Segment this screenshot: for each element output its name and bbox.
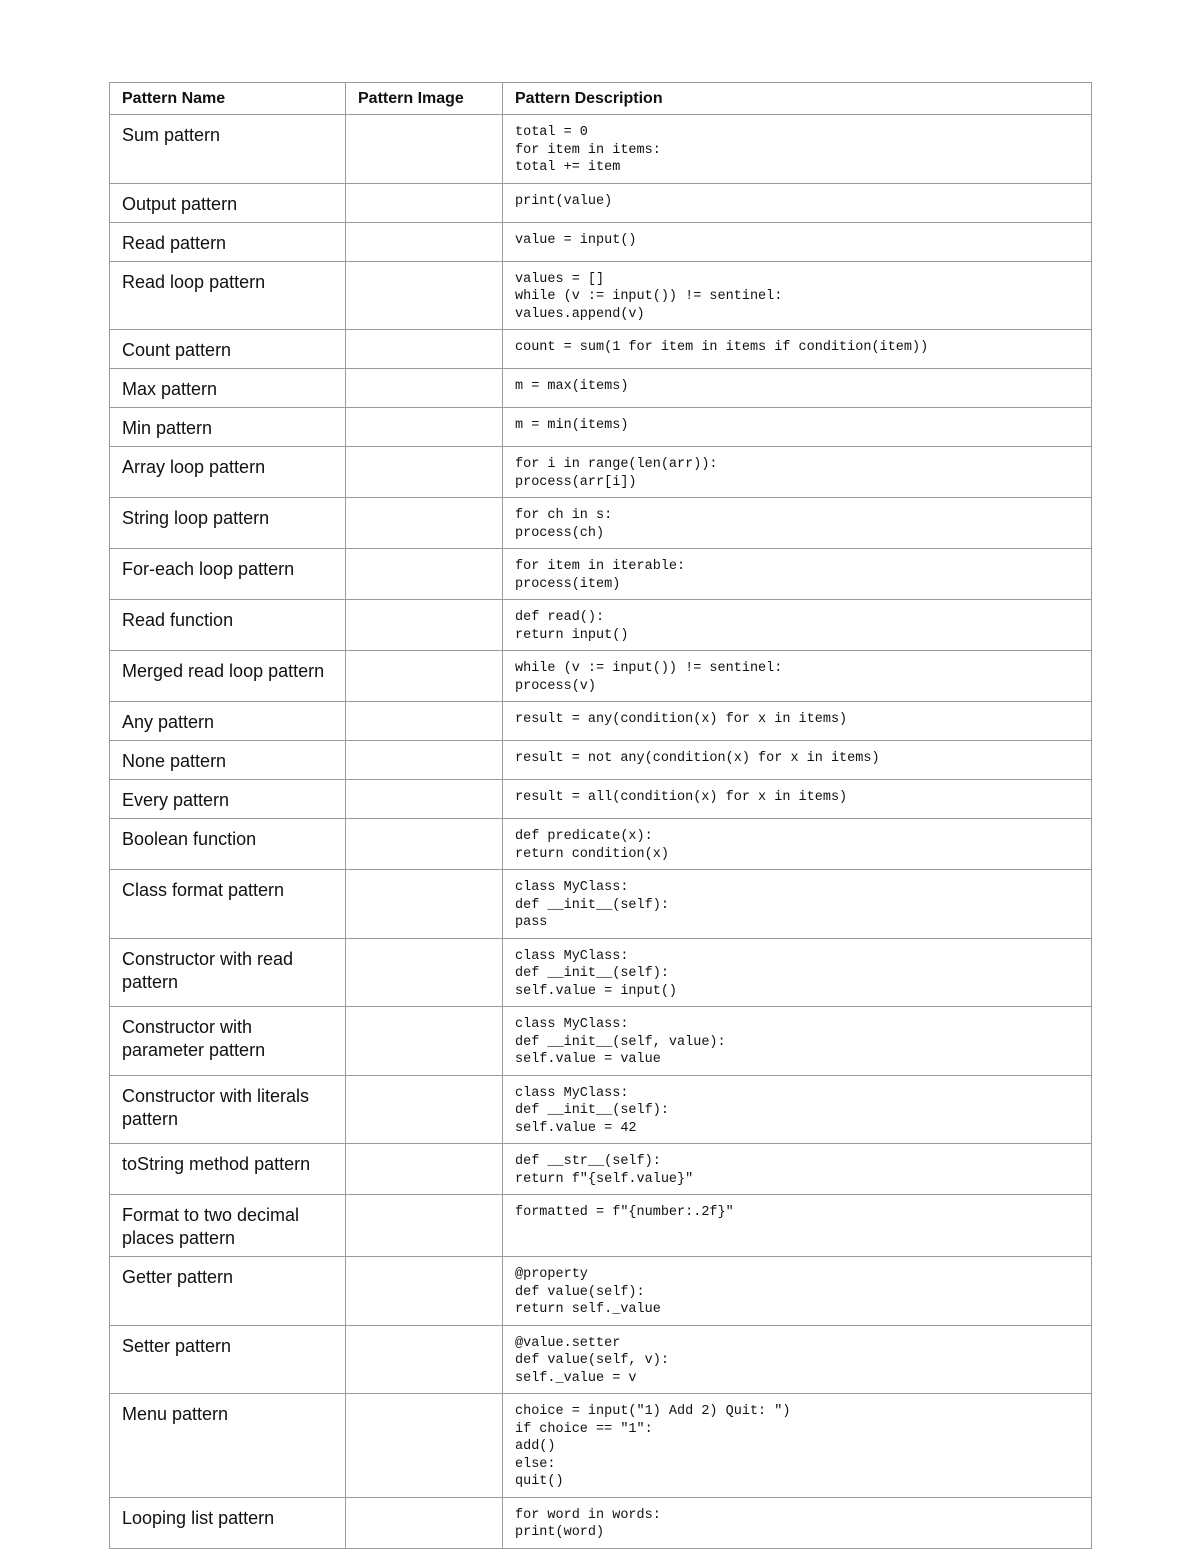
table-body xyxy=(110,115,1092,1549)
code-line: def predicate(x): xyxy=(515,829,653,844)
pattern-description xyxy=(503,115,1092,184)
pattern-name: Count pattern xyxy=(110,330,346,369)
pattern-name: toString method pattern xyxy=(110,1144,346,1195)
code-line: return condition(x) xyxy=(515,846,669,862)
code-line: count = sum(1 for item in items if condition(item)) xyxy=(515,340,929,355)
pattern-image-cell xyxy=(346,1075,503,1144)
code-line: def value(self): xyxy=(515,1284,645,1300)
pattern-image-cell xyxy=(346,780,503,819)
pattern-image-cell xyxy=(346,741,503,780)
pattern-name: Looping list pattern xyxy=(110,1497,346,1548)
pattern-image-cell xyxy=(346,183,503,222)
pattern-description xyxy=(503,222,1092,261)
pattern-name: Constructor with literals pattern xyxy=(110,1075,346,1144)
code-line: result = not any(condition(x) for x in items) xyxy=(515,751,880,766)
code-line: process(ch) xyxy=(515,525,605,541)
code-line: return input() xyxy=(515,627,629,643)
pattern-name: Any pattern xyxy=(110,702,346,741)
pattern-description xyxy=(503,870,1092,939)
table-row xyxy=(110,1195,1092,1257)
code-line: formatted = f"{number:.2f}" xyxy=(515,1205,734,1220)
code-line: @value.setter xyxy=(515,1335,621,1351)
table-row xyxy=(110,447,1092,498)
pattern-image-cell xyxy=(346,498,503,549)
pattern-name: Constructor with read pattern xyxy=(110,938,346,1007)
pattern-name: String loop pattern xyxy=(110,498,346,549)
code-line: values.append(v) xyxy=(515,306,645,322)
code-line: for ch in s: xyxy=(515,508,613,523)
table-row xyxy=(110,1257,1092,1326)
code-line: self.value = value xyxy=(515,1052,661,1067)
code-line: for item in iterable: xyxy=(515,559,686,574)
table-row xyxy=(110,549,1092,600)
table-row xyxy=(110,702,1092,741)
code-line: for i in range(len(arr)): xyxy=(515,457,718,472)
patterns-table xyxy=(109,82,1092,1549)
header-row xyxy=(110,83,1092,115)
code-line: def __init__(self): xyxy=(515,966,669,981)
table-row xyxy=(110,1497,1092,1548)
pattern-name: Getter pattern xyxy=(110,1257,346,1326)
pattern-image-cell xyxy=(346,870,503,939)
table-row xyxy=(110,369,1092,408)
code-line: for word in words: xyxy=(515,1507,661,1523)
pattern-image-cell xyxy=(346,1497,503,1548)
code-line: else: xyxy=(515,1456,556,1472)
code-line: total = 0 xyxy=(515,125,588,140)
table-row xyxy=(110,408,1092,447)
pattern-image-cell xyxy=(346,549,503,600)
pattern-description xyxy=(503,780,1092,819)
pattern-description xyxy=(503,330,1092,369)
pattern-description xyxy=(503,1257,1092,1326)
code-line: values = [] xyxy=(515,271,605,287)
code-line: for item in items: xyxy=(515,142,661,158)
pattern-description xyxy=(503,447,1092,498)
pattern-description xyxy=(503,183,1092,222)
pattern-image-cell xyxy=(346,1257,503,1326)
table-row xyxy=(110,261,1092,330)
pattern-image-cell xyxy=(346,1325,503,1394)
pattern-name: Read loop pattern xyxy=(110,261,346,330)
code-line: print(word) xyxy=(515,1525,605,1540)
pattern-description xyxy=(503,1007,1092,1076)
table-row xyxy=(110,1075,1092,1144)
pattern-image-cell xyxy=(346,600,503,651)
pattern-image-cell xyxy=(346,261,503,330)
code-line: if choice == "1": xyxy=(515,1421,653,1437)
code-line: add() xyxy=(515,1439,556,1454)
code-line: def read(): xyxy=(515,610,605,625)
pattern-name: Sum pattern xyxy=(110,115,346,184)
pattern-description xyxy=(503,1497,1092,1548)
pattern-description xyxy=(503,549,1092,600)
code-line: self._value = v xyxy=(515,1370,637,1386)
code-line: while (v := input()) != sentinel: xyxy=(515,661,783,676)
code-line: while (v := input()) != sentinel: xyxy=(515,289,783,304)
table-row xyxy=(110,330,1092,369)
pattern-name: Menu pattern xyxy=(110,1394,346,1498)
pattern-image-cell xyxy=(346,651,503,702)
pattern-description xyxy=(503,651,1092,702)
code-line: result = any(condition(x) for x in items) xyxy=(515,712,848,727)
pattern-image-cell xyxy=(346,222,503,261)
code-line: print(value) xyxy=(515,193,613,209)
code-line: value = input() xyxy=(515,232,637,248)
code-line: def value(self, v): xyxy=(515,1353,669,1368)
pattern-description xyxy=(503,600,1092,651)
code-line: @property xyxy=(515,1267,588,1282)
code-line: process(v) xyxy=(515,678,597,694)
code-line: self.value = input() xyxy=(515,983,678,999)
pattern-description xyxy=(503,1394,1092,1498)
pattern-name: Constructor with parameter pattern xyxy=(110,1007,346,1076)
pattern-description xyxy=(503,498,1092,549)
code-line: return self._value xyxy=(515,1302,661,1317)
table-row xyxy=(110,819,1092,870)
table-header xyxy=(110,83,1092,115)
table-row xyxy=(110,1144,1092,1195)
code-line: class MyClass: xyxy=(515,1085,629,1101)
code-line: pass xyxy=(515,915,548,930)
code-line: def __init__(self, value): xyxy=(515,1034,726,1050)
code-line: m = max(items) xyxy=(515,379,629,394)
pattern-image-cell xyxy=(346,369,503,408)
pattern-description xyxy=(503,938,1092,1007)
pattern-description xyxy=(503,741,1092,780)
pattern-name: Every pattern xyxy=(110,780,346,819)
pattern-image-cell xyxy=(346,408,503,447)
code-line: process(item) xyxy=(515,576,621,592)
pattern-name: Setter pattern xyxy=(110,1325,346,1394)
pattern-image-cell xyxy=(346,1144,503,1195)
code-line: process(arr[i]) xyxy=(515,474,637,490)
table-row xyxy=(110,222,1092,261)
pattern-description xyxy=(503,369,1092,408)
pattern-description xyxy=(503,1325,1092,1394)
pattern-name: Class format pattern xyxy=(110,870,346,939)
pattern-name: Output pattern xyxy=(110,183,346,222)
table-row xyxy=(110,115,1092,184)
code-line: class MyClass: xyxy=(515,880,629,895)
table-row xyxy=(110,870,1092,939)
header-pattern-description: Pattern Description xyxy=(503,83,1092,115)
code-line: total += item xyxy=(515,160,621,175)
table-row xyxy=(110,1394,1092,1498)
code-line: def __init__(self): xyxy=(515,1103,669,1118)
table-row xyxy=(110,600,1092,651)
pattern-name: Min pattern xyxy=(110,408,346,447)
pattern-image-cell xyxy=(346,1195,503,1257)
code-line: def __str__(self): xyxy=(515,1154,661,1169)
code-line: m = min(items) xyxy=(515,418,629,433)
pattern-name: Read function xyxy=(110,600,346,651)
table-row xyxy=(110,780,1092,819)
pattern-image-cell xyxy=(346,1394,503,1498)
header-pattern-image: Pattern Image xyxy=(346,83,503,115)
pattern-name: None pattern xyxy=(110,741,346,780)
pattern-description xyxy=(503,1075,1092,1144)
table-row xyxy=(110,498,1092,549)
table-row xyxy=(110,938,1092,1007)
table-row xyxy=(110,183,1092,222)
table-row xyxy=(110,1325,1092,1394)
pattern-description xyxy=(503,408,1092,447)
header-pattern-name: Pattern Name xyxy=(110,83,346,115)
pattern-image-cell xyxy=(346,1007,503,1076)
pattern-image-cell xyxy=(346,938,503,1007)
pattern-name: Array loop pattern xyxy=(110,447,346,498)
pattern-description xyxy=(503,1144,1092,1195)
table-row xyxy=(110,651,1092,702)
code-line: self.value = 42 xyxy=(515,1120,637,1136)
pattern-description xyxy=(503,1195,1092,1257)
pattern-image-cell xyxy=(346,115,503,184)
pattern-name: For-each loop pattern xyxy=(110,549,346,600)
code-line: result = all(condition(x) for x in items) xyxy=(515,790,848,805)
code-line: choice = input("1) Add 2) Quit: ") xyxy=(515,1404,791,1419)
pattern-name: Max pattern xyxy=(110,369,346,408)
code-line: class MyClass: xyxy=(515,948,629,964)
pattern-name: Boolean function xyxy=(110,819,346,870)
code-line: class MyClass: xyxy=(515,1017,629,1032)
table-row xyxy=(110,741,1092,780)
pattern-description xyxy=(503,702,1092,741)
table-row xyxy=(110,1007,1092,1076)
pattern-image-cell xyxy=(346,702,503,741)
pattern-image-cell xyxy=(346,330,503,369)
pattern-name: Merged read loop pattern xyxy=(110,651,346,702)
pattern-description xyxy=(503,819,1092,870)
pattern-name: Format to two decimal places pattern xyxy=(110,1195,346,1257)
code-line: def __init__(self): xyxy=(515,897,669,913)
code-line: return f"{self.value}" xyxy=(515,1171,694,1187)
code-line: quit() xyxy=(515,1474,564,1489)
pattern-image-cell xyxy=(346,819,503,870)
pattern-image-cell xyxy=(346,447,503,498)
pattern-description xyxy=(503,261,1092,330)
pattern-name: Read pattern xyxy=(110,222,346,261)
